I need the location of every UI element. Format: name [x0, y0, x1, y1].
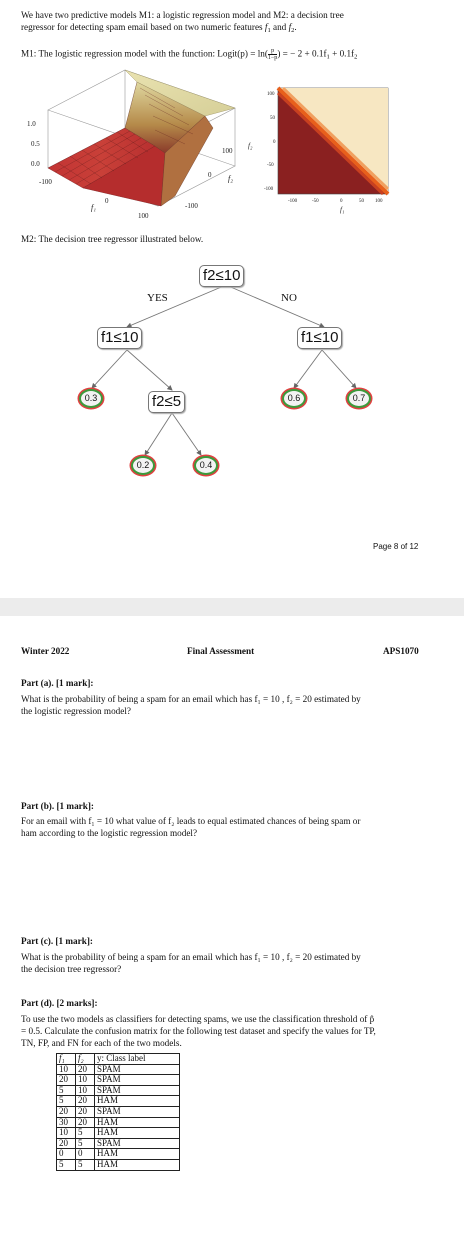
f1-axis-label: f₁: [91, 203, 97, 212]
contour-y-label: f₂: [248, 142, 253, 150]
svg-text:50: 50: [359, 199, 364, 204]
tree-leaf-0-7: 0.7: [347, 389, 371, 408]
f1-tick-0: 0: [105, 197, 109, 205]
part-d-line-2: = 0.5. Calculate the confusion matrix for the following test dataset and specify the values for TP,: [21, 1026, 376, 1036]
table-row: 20 5 SPAM: [57, 1138, 180, 1149]
svg-text:100: 100: [375, 199, 383, 204]
f2-axis-label: f₂: [228, 174, 234, 183]
tree-root-node: f2≤10: [199, 265, 244, 287]
table-row: 10 20 SPAM: [57, 1064, 180, 1075]
header-title: Final Assessment: [187, 646, 255, 656]
header-f2: f₂: [76, 1054, 95, 1065]
part-d-line-1: To use the two models as classifiers for detecting spams, we use the classification threshold of p̂: [21, 1014, 375, 1024]
contour-x-ticks: [288, 199, 383, 204]
svg-text:-100: -100: [288, 199, 298, 204]
m1-description: M1: The logistic regression model with the function: Logit(p) = ln( $\frac{p}{1-p}$ ) = − $2 + 0.1f_1 + 0.1f_2$: [21, 48, 358, 61]
intro-line-1: We have two predictive models M1: a logistic regression model and M2: a decision tree: [21, 10, 344, 20]
table-row: 10 5 HAM: [57, 1128, 180, 1139]
part-c-line-1: What is the probability of being a spam for an email which has f₁ = 10 , f₂ = 20 estimated by: [21, 952, 361, 962]
z-tick-0: 0.0: [31, 160, 40, 168]
f2-tick-100: 100: [222, 147, 233, 155]
tree-edges: [0, 255, 464, 495]
part-a-line-2: the logistic regression model?: [21, 706, 131, 716]
table-row: 5 10 SPAM: [57, 1085, 180, 1096]
table-row: 5 5 HAM: [57, 1159, 180, 1170]
table-row: 5 20 HAM: [57, 1096, 180, 1107]
logistic-surface-plot: [25, 68, 250, 223]
tree-leaf-0-3: 0.3: [79, 389, 103, 408]
page-number: Page 8 of 12: [373, 542, 419, 551]
table-header-row: [57, 1054, 180, 1065]
f2-tick-neg100: -100: [185, 202, 198, 210]
part-d-title: Part (d). [2 marks]:: [21, 998, 98, 1008]
table-row: 20 10 SPAM: [57, 1075, 180, 1086]
logistic-contour-plot: [248, 86, 393, 231]
part-b-title: Part (b). [1 mark]:: [21, 801, 94, 811]
contour-y-ticks: [264, 92, 276, 192]
f1-tick-100: 100: [138, 212, 149, 220]
part-b-line-1: For an email with f₁ = 10 what value of f₂ leads to equal estimated chances of being spam or: [21, 816, 361, 826]
tree-left-split-node: f1≤10: [97, 327, 142, 349]
f1-tick-neg100: -100: [39, 178, 52, 186]
svg-text:100: 100: [267, 92, 275, 97]
svg-text:50: 50: [270, 116, 275, 121]
tree-right-split-node: f1≤10: [297, 327, 342, 349]
table-row: 30 20 HAM: [57, 1117, 180, 1128]
part-c-line-2: the decision tree regressor?: [21, 964, 122, 974]
z-tick-0-5: 0.5: [31, 140, 40, 148]
z-tick-1: 1.0: [27, 120, 36, 128]
header-term: Winter 2022: [21, 646, 70, 656]
contour-x-label: f₁: [340, 206, 345, 214]
tree-left-right-split-node: f2≤5: [148, 391, 185, 413]
table-row: 0 0 HAM: [57, 1149, 180, 1160]
header-class-label: y: Class label: [95, 1054, 180, 1065]
part-a-title: Part (a). [1 mark]:: [21, 678, 94, 688]
tree-leaf-0-6: 0.6: [282, 389, 306, 408]
svg-text:-100: -100: [264, 187, 274, 192]
tree-leaf-0-2: 0.2: [131, 456, 155, 475]
test-dataset-table: [56, 1053, 180, 1171]
p-over-one-minus-p: $\frac{p}{1-p}$: [267, 48, 278, 61]
page-gap: [0, 598, 464, 616]
part-c-title: Part (c). [1 mark]:: [21, 936, 93, 946]
part-b-line-2: ham according to the logistic regression model?: [21, 828, 198, 838]
header-course: APS1070: [383, 646, 419, 656]
tree-no-label: NO: [281, 292, 297, 304]
part-d-line-3: TN, FP, and FN for each of the two models.: [21, 1038, 182, 1048]
part-a-line-1: What is the probability of being a spam for an email which has f₁ = 10 , f₂ = 20 estimated by: [21, 694, 361, 704]
svg-text:-50: -50: [267, 163, 274, 168]
table-row: 20 20 SPAM: [57, 1106, 180, 1117]
tree-leaf-0-4: 0.4: [194, 456, 218, 475]
header-f1: f₁: [57, 1054, 76, 1065]
page-8: [0, 0, 464, 598]
svg-text:0: 0: [273, 140, 276, 145]
page-9: [0, 616, 464, 1240]
svg-text:-50: -50: [312, 199, 319, 204]
m2-description: M2: The decision tree regressor illustrated below.: [21, 234, 204, 244]
intro-line-2: regressor for detecting spam email based on two numeric features $f_1$ and $f_2$.: [21, 22, 297, 34]
f2-tick-0: 0: [208, 171, 212, 179]
tree-yes-label: YES: [147, 292, 168, 304]
svg-text:0: 0: [340, 199, 343, 204]
